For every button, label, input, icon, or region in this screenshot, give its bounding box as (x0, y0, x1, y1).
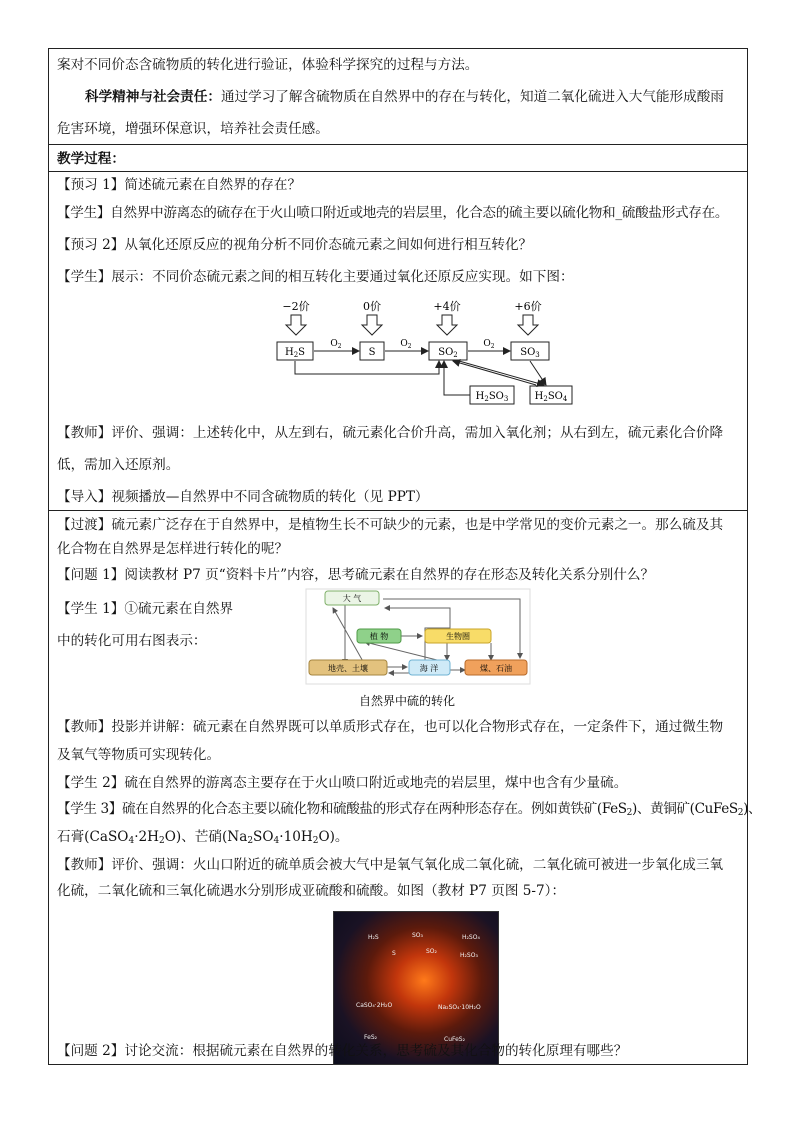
preview-2: 【预习 2】从氧化还原反应的视角分析不同价态硫元素之间如何进行相互转化？ (57, 237, 533, 253)
valence-label-0: 0价 (363, 300, 381, 313)
objective-line: 案对不同价态含硫物质的转化进行验证，体验科学探究的过程与方法。 (57, 57, 479, 73)
teacher-comment-2a: 【教师】评价、强调：火山口附近的硫单质会被大气中是氧气氧化成二氧化硫，二氧化硫可被进一步氧化成三氧 (57, 857, 724, 873)
valence-label-pos4: +4价 (433, 300, 461, 313)
transition-1a: 【过渡】硫元素广泛存在于自然界中，是植物生长不可缺少的元素，也是中学常见的变价元素之一。那么硫及其 (57, 517, 724, 533)
student-3-line-b: 石膏$(CaSO_4\cdot 2H_2O)$、芒硝$(Na_2SO_4\cdot 10H_2O)$。 (57, 829, 349, 846)
question-2: 【问题 2】讨论交流：根据硫元素在自然界的转化关系，思考硫及其化合物的转化原理有哪些？ (57, 1043, 628, 1059)
question-1: 【问题 1】阅读教材 P7 页“资料卡片”内容，思考硫元素在自然界的存在形态及转化关系分别什么？ (57, 567, 655, 583)
valence-diagram (274, 299, 574, 411)
volcano-photo: H₂S SO₃ H₂SO₄ S SO₂ H₂SO₃ CaSO₄·2H₂O Na₂SO₄·10H₂O FeS₂ CuFeS₂ (333, 911, 499, 1065)
plant-label: 植 物 (369, 632, 389, 641)
teacher-comment-1b: 低，需加入还原剂。 (57, 457, 180, 473)
down-arrow-icon (437, 315, 457, 335)
so2-formula: $SO_2$ (438, 347, 458, 359)
student-1-line-b: 中的转化可用右图表示： (57, 633, 207, 649)
student-1-line-a: 【学生 1】①硫元素在自然界 (57, 601, 234, 617)
arrow-h2s-to-so2 (295, 361, 439, 374)
row-divider (49, 510, 747, 511)
sulfur-cycle-diagram (305, 588, 531, 712)
down-arrow-icon (518, 315, 538, 335)
intro-video: 【导入】视频播放—自然界中不同含硫物质的转化（见 PPT） (57, 489, 429, 505)
teacher-explain-a: 【教师】投影并讲解：硫元素在自然界既可以单质形式存在，也可以化合物形式存在，一定条件下，通过微生物 (57, 719, 724, 735)
row-divider (49, 171, 747, 172)
arrow-h2so4-to-so2 (453, 361, 536, 385)
down-arrow-icons (286, 315, 538, 335)
biosphere-label: 生物圈 (446, 632, 470, 641)
h2s-formula: $H_2S$ (284, 347, 306, 359)
responsibility-line-2: 危害环境，增强环保意识，培养社会责任感。 (57, 121, 329, 137)
process-title: 教学过程： (57, 151, 125, 167)
preview-1: 【预习 1】简述硫元素在自然界的存在？ (57, 177, 302, 193)
h2so4-formula: $H_2SO_4$ (534, 391, 568, 403)
cycle-caption: 自然界中硫的转化 (358, 694, 456, 708)
oxidant-label: $O_2$ (330, 339, 342, 350)
responsibility-line (85, 89, 724, 105)
responsibility-label: 科学精神与社会责任： (85, 89, 221, 105)
down-arrow-icon (362, 315, 382, 335)
oxidant-label: $O_2$ (483, 339, 495, 350)
transition-1b: 化合物在自然界是怎样进行转化的呢？ (57, 541, 289, 557)
valence-label-neg2: −2价 (282, 300, 310, 313)
teacher-comment-1a: 【教师】评价、强调：上述转化中，从左到右，硫元素化合价升高，需加入氧化剂；从右到左，硫元素化合价降 (57, 425, 724, 441)
down-arrow-icon (286, 315, 306, 335)
arrow-so2-to-h2so4 (459, 361, 544, 385)
responsibility-text: 通过学习了解含硫物质在自然界中的存在与转化，知道二氧化硫进入大气能形成酸雨 (220, 89, 724, 105)
ocean-label: 海 洋 (419, 664, 439, 673)
so3-formula: $SO_3$ (520, 347, 540, 359)
teacher-comment-2b: 化硫，二氧化硫和三氧化硫遇水分别形成亚硫酸和硫酸。如图（教材 P7 页图 5-7）： (57, 883, 566, 899)
row-divider (49, 144, 747, 145)
lesson-table (48, 48, 762, 1065)
crust-label: 地壳、土壤 (328, 664, 368, 673)
teacher-explain-b: 及氧气等物质可实现转化。 (57, 747, 221, 763)
student-answer-2: 【学生】展示：不同价态硫元素之间的相互转化主要通过氧化还原反应实现。如下图： (57, 269, 574, 285)
student-answer-1: 【学生】自然界中游离态的硫存在于火山喷口附近或地壳的岩层里，化合态的硫主要以硫化物和_硫酸盐形式存在。 (57, 205, 729, 221)
oxidant-label: $O_2$ (400, 339, 412, 350)
arrow-h2so3-to-so2 (444, 361, 470, 395)
atmosphere-label: 大 气 (342, 594, 362, 603)
s-formula: S (368, 347, 376, 358)
valence-label-pos6: +6价 (514, 300, 542, 313)
h2so3-formula: $H_2SO_3$ (475, 391, 509, 403)
student-2: 【学生 2】硫在自然界的游离态主要存在于火山喷口附近或地壳的岩层里，煤中也含有少量硫。 (57, 775, 628, 791)
coal-label: 煤、石油 (480, 664, 512, 673)
student-3-line-a: 【学生 3】硫在自然界的化合态主要以硫化物和硫酸盐的形式存在两种形态存在。例如黄铁矿(FeS$_2$)、黄铜矿(CuFeS$_2$)、 (57, 801, 762, 818)
